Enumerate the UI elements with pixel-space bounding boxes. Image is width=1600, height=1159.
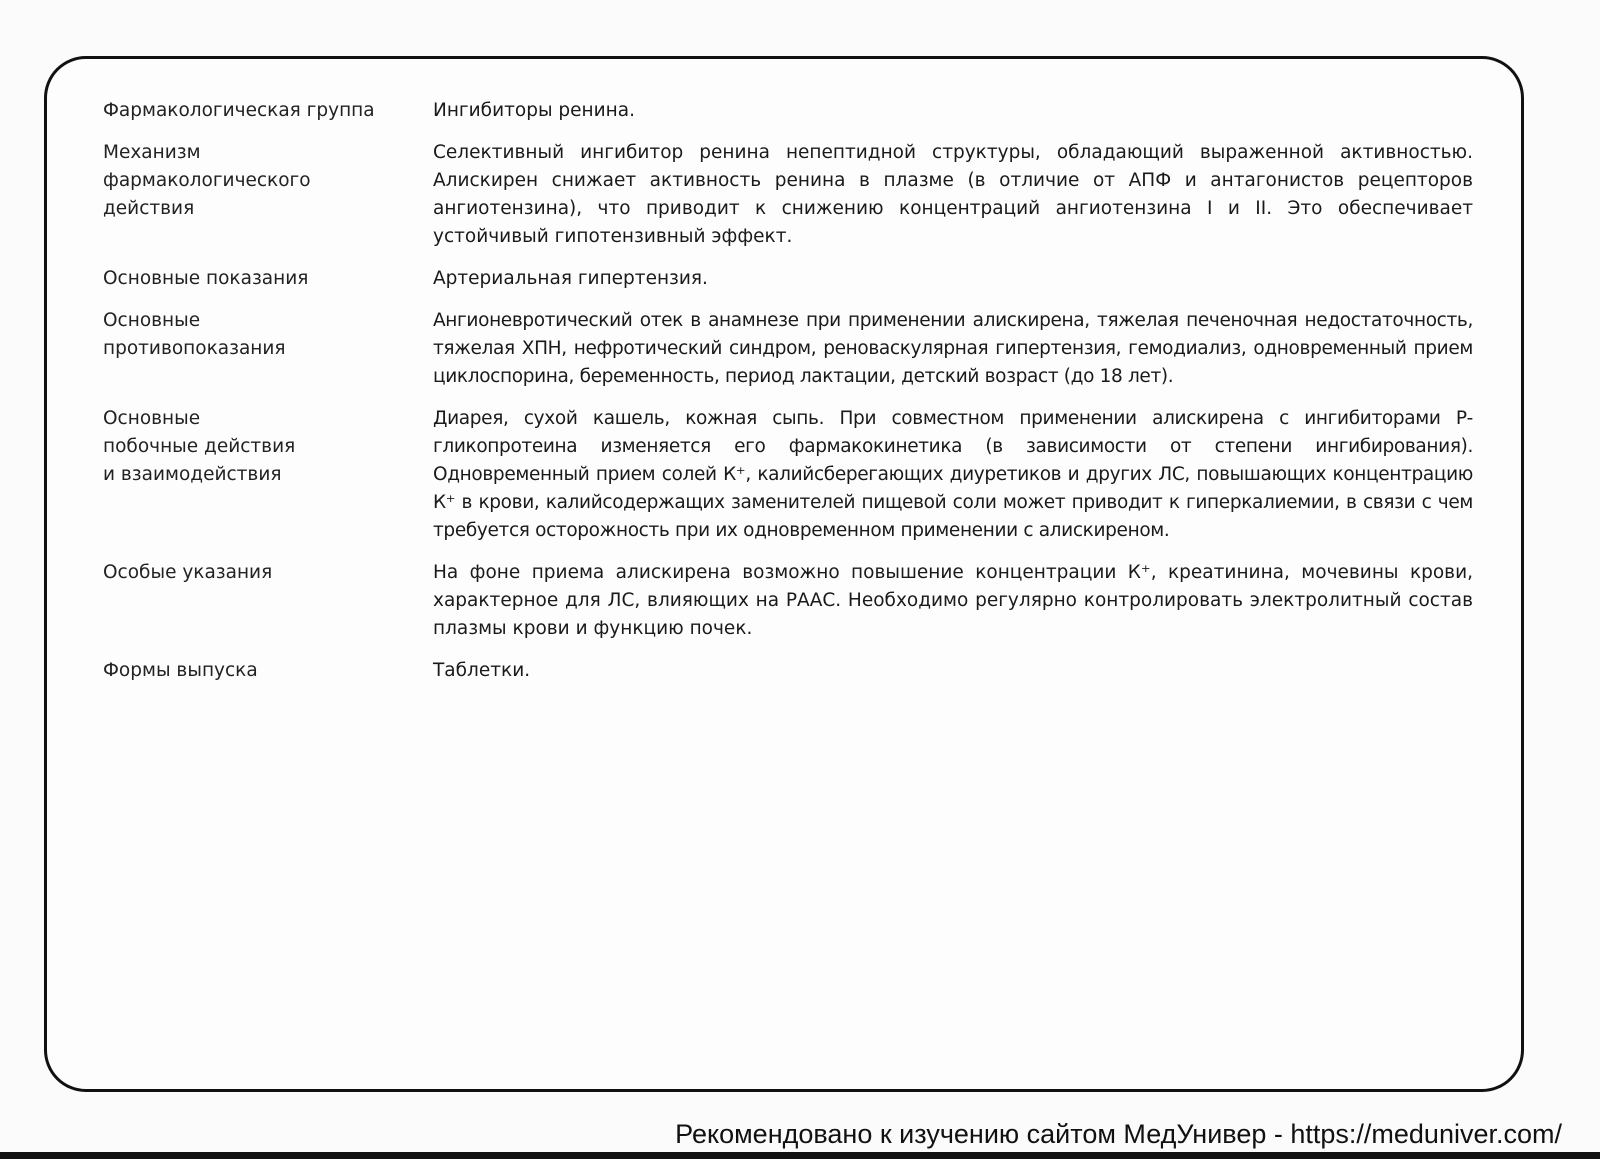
row-label: Основные противопоказания bbox=[103, 310, 286, 359]
row-label: Особые указания bbox=[103, 562, 273, 583]
source-footer: Рекомендовано к изучению сайтом МедУнивер - https://meduniver.com/ bbox=[675, 1119, 1562, 1149]
row-value: Диарея, сухой кашель, кожная сыпь. При совместном применении алискирена с ингибиторами Р-гликопротеина изменяется его фармакокинетика (в зависимости от степени ингибирования). Одновременный прием солей К⁺, калийсберегающих диуретиков и других ЛС, повышающих концентрацию К⁺ в крови, калийсодержащих заменителей пищевой соли может приводит к гиперкалиемии, в связи с чем требуется осторожность при их одновременном применении с алискиреном. bbox=[433, 408, 1473, 541]
row-value: Селективный ингибитор ренина непептидной структуры, обладающий выраженной активностью. Алискирен снижает активность ренина в плазме (в отличие от АПФ и антагонистов рецепторов ангиотензина), что приводит к снижению концентраций ангиотензина I и II. Это обеспечивает устойчивый гипотензивный эффект. bbox=[433, 142, 1473, 247]
row-release-forms bbox=[103, 657, 1473, 685]
row-mechanism-of-action bbox=[103, 139, 1473, 251]
row-special-instructions bbox=[103, 559, 1473, 643]
bottom-divider bbox=[0, 1152, 1600, 1159]
row-value: На фоне приема алискирена возможно повышение концентрации К⁺, креатинина, мочевины крови, характерное для ЛС, влияющих на РААС. Необходимо регулярно контролировать электролитный состав плазмы крови и функцию почек. bbox=[433, 562, 1473, 639]
row-value: Артериальная гипертензия. bbox=[433, 268, 708, 289]
row-label: Фармакологическая группа bbox=[103, 100, 375, 121]
row-side-effects-interactions bbox=[103, 405, 1473, 545]
row-label: Основные побочные действия и взаимодействия bbox=[103, 408, 296, 485]
row-label: Основные показания bbox=[103, 268, 309, 289]
drug-info-card bbox=[44, 56, 1524, 1092]
row-value: Ингибиторы ренина. bbox=[433, 100, 635, 121]
row-indications bbox=[103, 265, 1473, 293]
row-value: Таблетки. bbox=[433, 660, 531, 681]
row-value: Ангионевротический отек в анамнезе при применении алискирена, тяжелая печеночная недостаточность, тяжелая ХПН, нефротический синдром, реноваскулярная гипертензия, гемодиализ, одновременный прием циклоспорина, беременность, период лактации, детский возраст (до 18 лет). bbox=[433, 310, 1473, 387]
row-label: Механизм фармакологического действия bbox=[103, 142, 311, 219]
row-label: Формы выпуска bbox=[103, 660, 258, 681]
row-contraindications bbox=[103, 307, 1473, 391]
drug-info-table bbox=[103, 97, 1473, 699]
row-pharmacological-group bbox=[103, 97, 1473, 125]
